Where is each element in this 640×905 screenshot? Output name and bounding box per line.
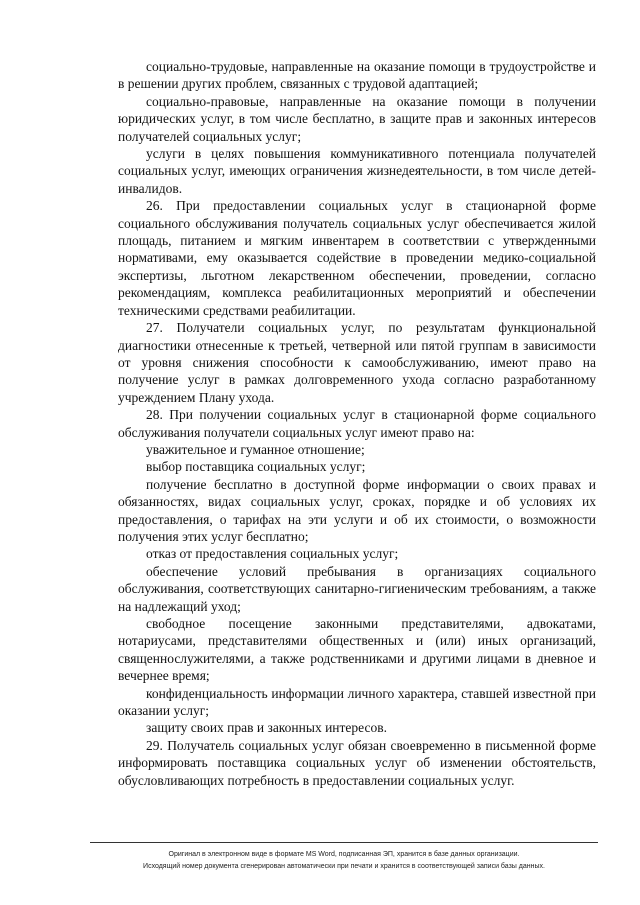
page-footer	[90, 842, 598, 873]
document-body	[118, 58, 596, 789]
paragraph-item-28: 28. При получении социальных услуг в стационарной форме социального обслуживания получатели социальных услуг имеют право на:	[118, 407, 596, 440]
paragraph-communication-services: услуги в целях повышения коммуникативного потенциала получателей социальных услуг, имеющих ограничения жизнедеятельности, в том числе детей-инвалидов.	[118, 146, 596, 196]
paragraph-item-26: 26. При предоставлении социальных услуг в стационарной форме социального обслуживания получатель социальных услуг обеспечивается жилой площадь, питанием и мягким инвентарем в соответствии с утвержденными нормативами, ему оказывается содействие в проведении медико-социальной экспертизы, льготном лекарственном обеспечении, проведении, согласно рекомендациям, комплекса реабилитационных мероприятий и обеспечении техническими средствами реабилитации.	[118, 198, 596, 318]
paragraph-item-29: 29. Получатель социальных услуг обязан своевременно в письменной форме информировать поставщика социальных услуг об изменении обстоятельств, обусловливающих потребность в предоставлении социальных услуг.	[118, 737, 596, 788]
list-item-rights-protection: защиту своих прав и законных интересов.	[146, 720, 387, 736]
paragraph-social-labor: социально-трудовые, направленные на оказание помощи в трудоустройстве и в решении других проблем, связанных с трудовой адаптацией;	[118, 59, 596, 92]
paragraph-item-27: 27. Получатели социальных услуг, по результатам функциональной диагностики отнесенные к третьей, четверной или пятой группам в зависимости от уровня снижения способности к самообслуживанию, имеют право на получение услуг в рамках долговременного ухода согласно разработанному учреждением Плану ухода.	[118, 320, 596, 405]
list-item-refusal: отказ от предоставления социальных услуг;	[146, 546, 399, 562]
list-item-provider-choice: выбор поставщика социальных услуг;	[146, 459, 366, 475]
list-item-confidentiality: конфиденциальность информации личного характера, ставшей известной при оказании услуг;	[118, 685, 596, 719]
list-item-conditions: обеспечение условий пребывания в организациях социального обслуживания, соответствующих санитарно-гигиеническим требованиям, а также на надлежащий уход;	[118, 563, 596, 614]
footer-original-note: Оригинал в электронном виде в формате MS Word, подписанная ЭП, хранится в базе данных организации.	[168, 851, 520, 858]
footer-number-note: Исходящий номер документа сгенерирован автоматически при печати и хранится в соответствующей записи базы данных.	[143, 863, 545, 870]
list-item-respect: уважительное и гуманное отношение;	[146, 441, 365, 457]
list-item-visits: свободное посещение законными представителями, адвокатами, нотариусами, представителями общественных и (или) иных организаций, священнослужителями, а также родственниками и другими лицами в дневное и вечернее время;	[118, 616, 596, 684]
list-item-information: получение бесплатно в доступной форме информации о своих правах и обязанностях, видах социальных услуг, сроках, порядке и об условиях их предоставления, о тарифах на эти услуги и об их стоимости, о возможности получения этих услуг бесплатно;	[118, 476, 596, 544]
paragraph-social-legal: социально-правовые, направленные на оказание помощи в получении юридических услуг, в том числе бесплатно, в защите прав и законных интересов получателей социальных услуг;	[118, 93, 596, 144]
